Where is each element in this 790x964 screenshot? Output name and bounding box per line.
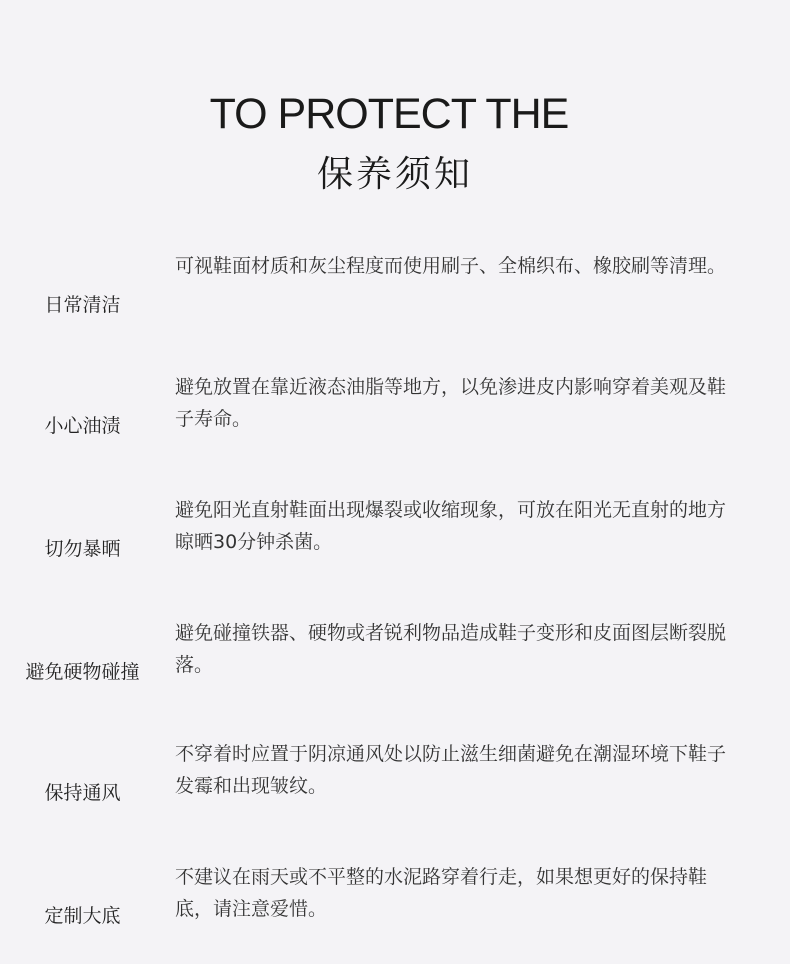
care-item-avoid-hard-objects [0, 617, 790, 717]
care-item-label: 日常清洁 [44, 294, 121, 316]
care-item-oil-stains [0, 371, 790, 471]
heading-chinese: 保养须知 [316, 154, 473, 195]
care-item-ventilation [0, 738, 790, 838]
care-item-custom-sole [0, 861, 790, 961]
care-item-daily-cleaning [0, 250, 790, 350]
care-item-text: 不穿着时应置于阴凉通风处以防止滋生细菌避免在潮湿环境下鞋子发霉和出现皱纹。 [175, 743, 727, 797]
care-item-text: 避免碰撞铁器、硬物或者锐利物品造成鞋子变形和皮面图层断裂脱落。 [175, 622, 727, 676]
care-item-label: 保持通风 [44, 782, 121, 804]
care-item-text: 避免阳光直射鞋面出现爆裂或收缩现象，可放在阳光无直射的地方晾晒30分钟杀菌。 [175, 499, 727, 553]
care-item-text: 避免放置在靠近液态油脂等地方，以免渗进皮内影响穿着美观及鞋子寿命。 [175, 376, 727, 430]
page-heading [0, 88, 790, 198]
care-item-label: 避免硬物碰撞 [25, 661, 140, 683]
care-item-label: 定制大底 [44, 905, 121, 927]
care-item-no-sun-exposure [0, 494, 790, 594]
heading-english: TO PROTECT THE [209, 90, 569, 138]
care-item-label: 切勿暴晒 [44, 538, 121, 560]
care-item-label: 小心油渍 [44, 415, 121, 437]
care-item-text: 可视鞋面材质和灰尘程度而使用刷子、全棉织布、橡胶刷等清理。 [175, 255, 727, 277]
care-item-text: 不建议在雨天或不平整的水泥路穿着行走，如果想更好的保持鞋底，请注意爱惜。 [175, 866, 708, 920]
